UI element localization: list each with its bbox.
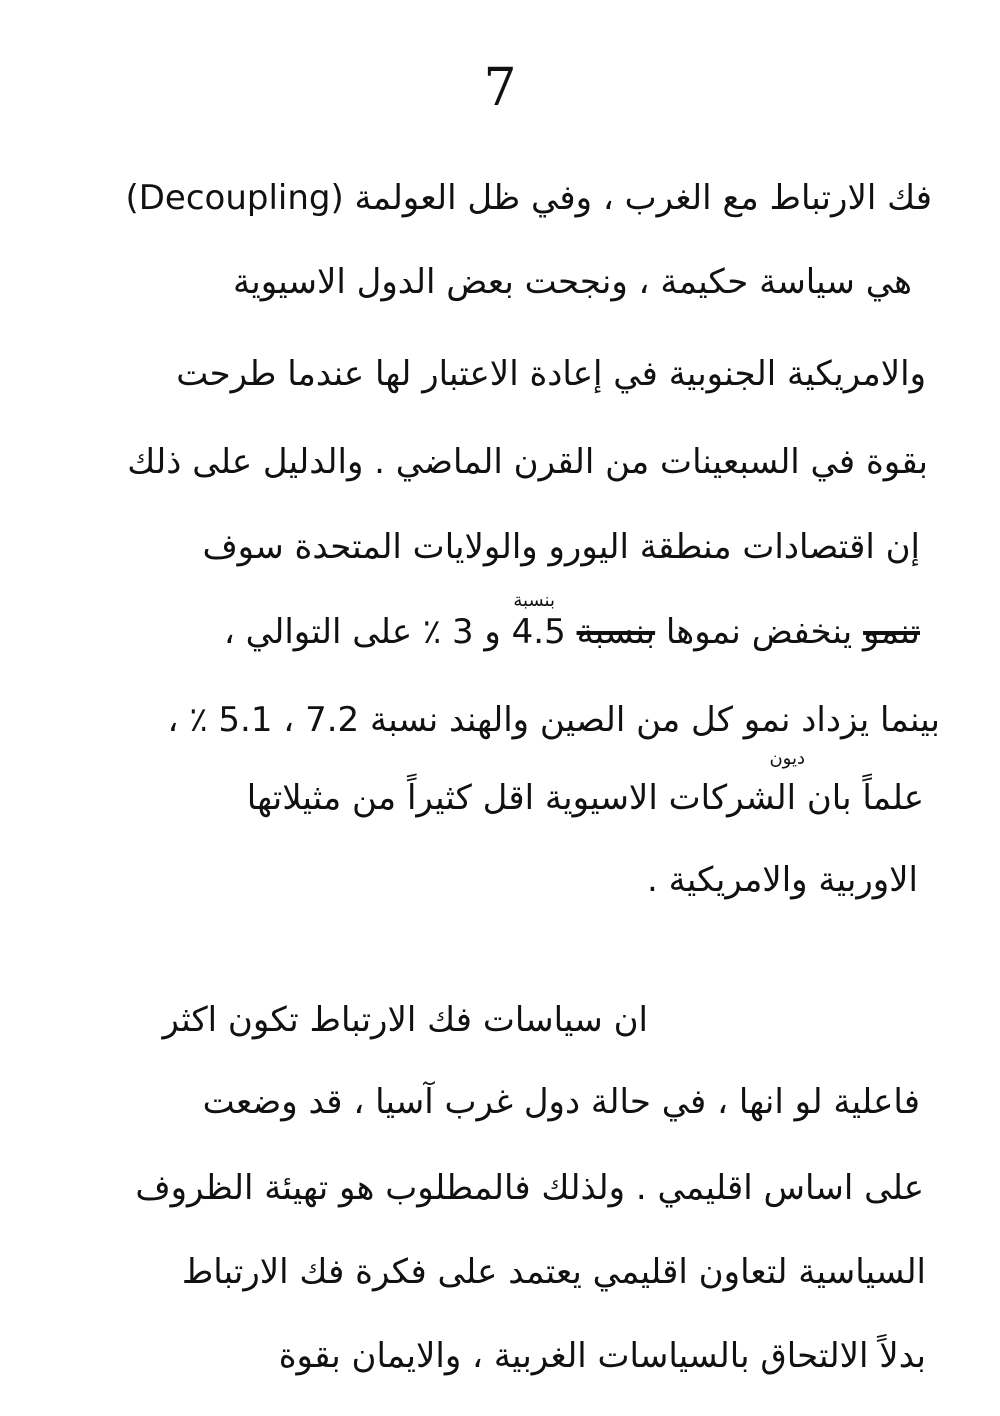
paragraph1-line1: فك الارتباط مع الغرب ، وفي ظل العولمة (Decoupling)	[125, 178, 932, 218]
paragraph1-line2: هي سياسة حكيمة ، ونجحت بعض الدول الاسيوية	[233, 262, 912, 302]
paragraph2-line1: ان سياسات فك الارتباط تكون اكثر	[162, 1000, 648, 1040]
paragraph1-line6-insertion: بنسبة	[513, 590, 555, 611]
paragraph1-line6	[224, 612, 920, 653]
paragraph1-line5: إن اقتصادات منطقة اليورو والولايات المتحدة سوف	[202, 527, 920, 567]
line6-text-b: 4.5 و 3 ٪ على التوالي ،	[223, 612, 566, 652]
paragraph2-line5: بدلاً الالتحاق بالسياسات الغربية ، والايمان بقوة	[278, 1336, 926, 1376]
paragraph1-line4: بقوة في السبعينات من القرن الماضي . والدليل على ذلك	[127, 442, 928, 482]
paragraph2-line2: فاعلية لو انها ، في حالة دول غرب آسيا ، قد وضعت	[202, 1082, 920, 1122]
struck-word-1: تنمو	[863, 612, 920, 652]
paragraph1-line9: الاوربية والامريكية .	[646, 860, 918, 900]
page-number: 7	[483, 58, 517, 118]
paragraph2-line3: على اساس اقليمي . ولذلك فالمطلوب هو تهيئة الظروف	[135, 1168, 924, 1208]
paragraph1-line8: علماً بان الشركات الاسيوية اقل كثيراً من مثيلاتها	[246, 778, 924, 818]
paragraph1-line7: بينما يزداد نمو كل من الصين والهند نسبة 7.2 ، 5.1 ٪ ،	[167, 700, 940, 740]
struck-word-2: بنسبة	[576, 612, 656, 652]
paragraph1-line3: والامريكية الجنوبية في إعادة الاعتبار لها عندما طرحت	[176, 354, 926, 394]
paragraph1-line8-insertion: ديون	[769, 748, 805, 769]
line6-text-a: ينخفض نموها	[665, 612, 853, 652]
paragraph2-line4: السياسية لتعاون اقليمي يعتمد على فكرة فك الارتباط	[181, 1252, 926, 1292]
